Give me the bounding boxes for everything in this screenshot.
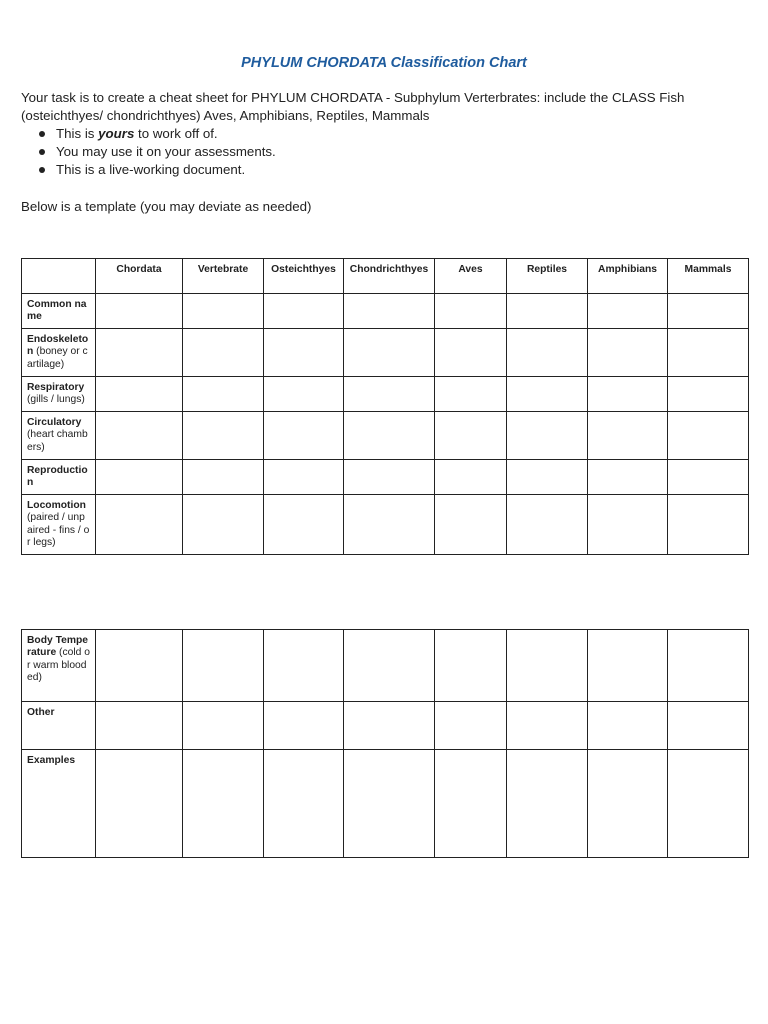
empty-cell[interactable] <box>435 460 507 495</box>
empty-cell[interactable] <box>96 294 183 329</box>
header-row <box>22 259 749 294</box>
column-header: Osteichthyes <box>264 259 344 294</box>
empty-cell[interactable] <box>183 329 264 377</box>
empty-cell[interactable] <box>588 377 668 412</box>
empty-cell[interactable] <box>668 630 749 702</box>
empty-cell[interactable] <box>183 460 264 495</box>
empty-cell[interactable] <box>344 495 435 555</box>
empty-cell[interactable] <box>507 495 588 555</box>
row-label: Circulatory <box>27 417 82 428</box>
table-row <box>22 495 749 555</box>
empty-cell[interactable] <box>344 412 435 460</box>
empty-cell[interactable] <box>264 329 344 377</box>
empty-cell[interactable] <box>435 329 507 377</box>
empty-cell[interactable] <box>668 702 749 750</box>
empty-cell[interactable] <box>507 702 588 750</box>
row-note: (gills / lungs) <box>27 394 85 406</box>
empty-cell[interactable] <box>668 377 749 412</box>
empty-cell[interactable] <box>588 702 668 750</box>
empty-cell[interactable] <box>668 294 749 329</box>
empty-cell[interactable] <box>96 460 183 495</box>
empty-cell[interactable] <box>668 750 749 858</box>
row-label: Body Temperature <box>27 635 89 659</box>
empty-cell[interactable] <box>96 412 183 460</box>
empty-cell[interactable] <box>264 412 344 460</box>
row-header <box>22 412 96 460</box>
empty-cell[interactable] <box>507 377 588 412</box>
empty-cell[interactable] <box>507 294 588 329</box>
empty-cell[interactable] <box>588 460 668 495</box>
row-header <box>22 377 96 412</box>
table-row <box>22 702 749 750</box>
table-row <box>22 377 749 412</box>
row-header <box>22 294 96 329</box>
empty-cell[interactable] <box>507 750 588 858</box>
empty-cell[interactable] <box>507 630 588 702</box>
empty-cell[interactable] <box>588 412 668 460</box>
row-label: Locomotion <box>27 500 86 511</box>
empty-cell[interactable] <box>588 294 668 329</box>
column-header: Mammals <box>668 259 749 294</box>
row-label: Common name <box>27 299 87 323</box>
row-header <box>22 495 96 555</box>
empty-cell[interactable] <box>344 294 435 329</box>
empty-cell[interactable] <box>96 495 183 555</box>
empty-cell[interactable] <box>183 377 264 412</box>
empty-cell[interactable] <box>96 750 183 858</box>
list-item: This is a live-working document. <box>38 161 276 179</box>
empty-cell[interactable] <box>435 630 507 702</box>
template-note: Below is a template (you may deviate as needed) <box>21 199 312 214</box>
row-header <box>22 750 96 858</box>
empty-cell[interactable] <box>183 750 264 858</box>
column-header: Chordata <box>96 259 183 294</box>
column-header: Chondrichthyes <box>344 259 435 294</box>
empty-cell[interactable] <box>344 630 435 702</box>
row-label: Examples <box>27 755 76 766</box>
row-header <box>22 702 96 750</box>
row-label: Respiratory <box>27 382 85 393</box>
empty-cell[interactable] <box>668 495 749 555</box>
empty-cell[interactable] <box>668 329 749 377</box>
empty-cell[interactable] <box>435 495 507 555</box>
table-row <box>22 460 749 495</box>
empty-cell[interactable] <box>183 412 264 460</box>
empty-cell[interactable] <box>96 702 183 750</box>
empty-cell[interactable] <box>588 329 668 377</box>
row-label: Endoskeleton <box>27 334 89 358</box>
empty-cell[interactable] <box>264 460 344 495</box>
empty-cell[interactable] <box>435 377 507 412</box>
table-row <box>22 294 749 329</box>
empty-cell[interactable] <box>668 412 749 460</box>
row-header <box>22 460 96 495</box>
empty-cell[interactable] <box>183 702 264 750</box>
empty-cell[interactable] <box>588 750 668 858</box>
empty-cell[interactable] <box>344 377 435 412</box>
column-header: Vertebrate <box>183 259 264 294</box>
row-note: (heart chambers) <box>27 429 88 453</box>
row-header <box>22 630 96 702</box>
empty-cell[interactable] <box>435 294 507 329</box>
row-note: (paired / unpaired - fins / or legs) <box>27 512 90 548</box>
empty-cell[interactable] <box>435 750 507 858</box>
table-row <box>22 412 749 460</box>
empty-cell[interactable] <box>507 412 588 460</box>
empty-cell[interactable] <box>344 750 435 858</box>
empty-cell[interactable] <box>264 630 344 702</box>
empty-cell[interactable] <box>588 495 668 555</box>
list-item: This is yours to work off of. <box>38 125 276 143</box>
empty-cell[interactable] <box>183 294 264 329</box>
empty-cell[interactable] <box>344 460 435 495</box>
row-label: Other <box>27 707 55 718</box>
empty-cell[interactable] <box>96 377 183 412</box>
empty-cell[interactable] <box>668 460 749 495</box>
row-note: (boney or cartilage) <box>27 346 88 370</box>
corner-cell <box>22 259 96 294</box>
column-header: Reptiles <box>507 259 588 294</box>
empty-cell[interactable] <box>435 702 507 750</box>
empty-cell[interactable] <box>96 329 183 377</box>
column-header: Amphibians <box>588 259 668 294</box>
row-header <box>22 329 96 377</box>
empty-cell[interactable] <box>183 630 264 702</box>
empty-cell[interactable] <box>264 377 344 412</box>
empty-cell[interactable] <box>264 750 344 858</box>
instruction-list <box>38 125 276 179</box>
page-title: PHYLUM CHORDATA Classification Chart <box>241 55 527 71</box>
empty-cell[interactable] <box>264 702 344 750</box>
classification-table-2 <box>21 629 749 858</box>
classification-table-1 <box>21 258 749 555</box>
empty-cell[interactable] <box>264 294 344 329</box>
table-row <box>22 750 749 858</box>
empty-cell[interactable] <box>507 329 588 377</box>
table-row <box>22 630 749 702</box>
empty-cell[interactable] <box>264 495 344 555</box>
empty-cell[interactable] <box>344 702 435 750</box>
empty-cell[interactable] <box>435 412 507 460</box>
empty-cell[interactable] <box>183 495 264 555</box>
empty-cell[interactable] <box>507 460 588 495</box>
empty-cell[interactable] <box>96 630 183 702</box>
table-row <box>22 329 749 377</box>
row-label: Reproduction <box>27 465 88 489</box>
intro-paragraph: Your task is to create a cheat sheet for PHYLUM CHORDATA - Subphylum Verterbrates: include the CLASS Fish (osteichthyes/ chondrichthyes) Aves, Amphibians, Reptiles, Mammals <box>21 90 685 123</box>
row-note: (cold or warm blooded) <box>27 647 90 683</box>
empty-cell[interactable] <box>344 329 435 377</box>
list-item: You may use it on your assessments. <box>38 143 276 161</box>
empty-cell[interactable] <box>588 630 668 702</box>
column-header: Aves <box>435 259 507 294</box>
